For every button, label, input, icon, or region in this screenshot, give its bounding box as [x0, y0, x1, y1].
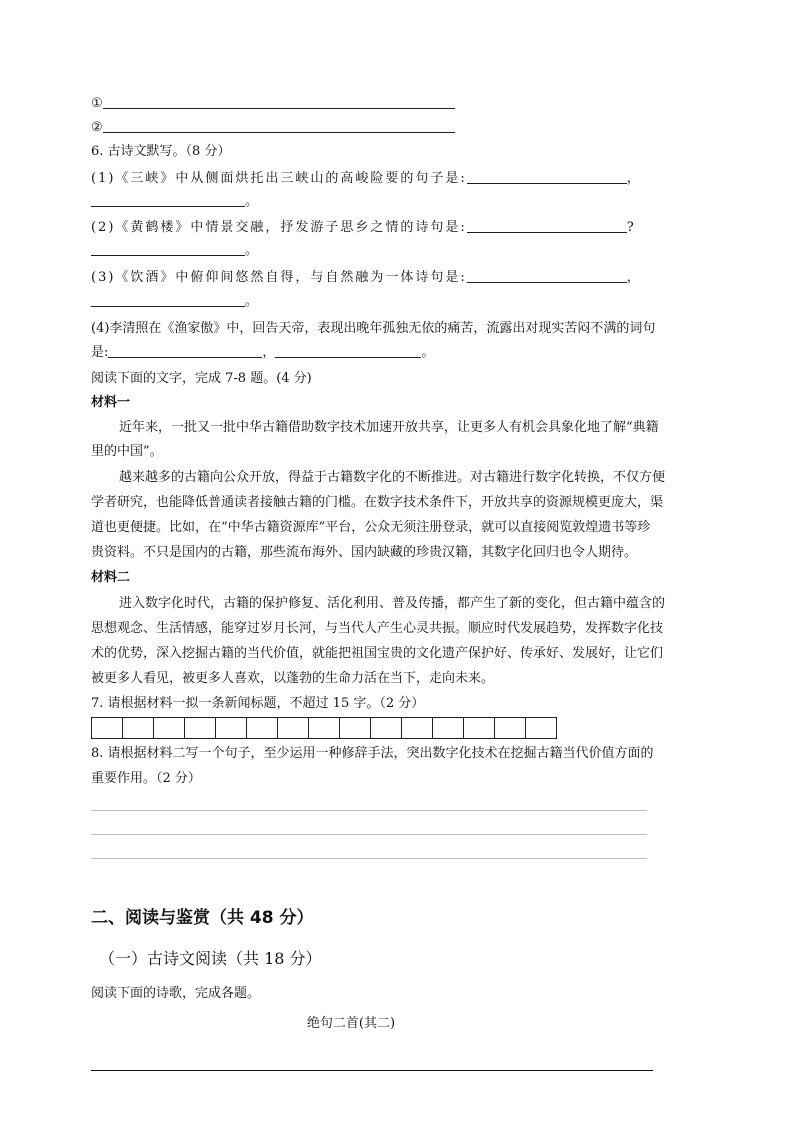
q6-part-3-text: (3)《饮酒》中俯仰间悠然自得，与自然融为一体诗句是:: [91, 270, 467, 285]
q6-part-2: [91, 219, 636, 237]
q7-answer-box[interactable]: [153, 717, 185, 739]
q6-part-4-period: 。: [421, 345, 435, 360]
material-1-para-2-line-2: 学者研究，也能降低普通读者接触古籍的门槛。在数字技术条件下，开放共享的资源规模更庞大，渠: [91, 495, 664, 510]
q7-answer-box[interactable]: [339, 717, 371, 739]
q6-part-3-blank-b[interactable]: [91, 293, 245, 307]
q7-answer-box[interactable]: [308, 717, 340, 739]
page-bottom-rule: [91, 1070, 653, 1071]
q7-answer-box[interactable]: [525, 717, 557, 739]
poem-title: 绝句二首(其二): [306, 1016, 396, 1031]
q6-part-3: [91, 269, 642, 287]
q6-part-4-comma: ，: [262, 345, 276, 360]
q6-part-2-qmark: ?: [626, 220, 636, 235]
q8-prompt-line-2: 重要作用。（2 分）: [91, 771, 201, 786]
q6-part-2-text: (2)《黄鹤楼》中情景交融，抒发游子思乡之情的诗句是:: [91, 220, 467, 235]
q7-answer-box[interactable]: [370, 717, 402, 739]
material-2-para-1-line-2: 思想观念、生活情感，能穿过岁月长河，与当代人产生心灵共振。顺应时代发展趋势，发挥数字化技: [91, 621, 664, 636]
q5-item-1: [91, 95, 455, 113]
q5-item-1-marker: ①: [91, 96, 103, 111]
q6-part-1: [91, 170, 642, 188]
material-1-heading: 材料一: [91, 395, 131, 410]
q7-answer-box[interactable]: [122, 717, 154, 739]
section-2-title: 二、阅读与鉴赏（共 48 分）: [91, 908, 314, 928]
q8-answer-line-3[interactable]: [91, 858, 647, 859]
q7-answer-box[interactable]: [494, 717, 526, 739]
q6-part-2-blank-b[interactable]: [91, 242, 245, 256]
material-1-para-2-line-1: 越来越多的古籍向公众开放，得益于古籍数字化的不断推进。对古籍进行数字化转换，不仅方便: [119, 470, 666, 485]
material-1-para-1-line-2: 里的中国”。: [91, 444, 163, 459]
q6-part-1-cont: [91, 193, 258, 211]
q6-part-2-blank-a[interactable]: [467, 219, 627, 233]
q6-title: 6. 古诗文默写。（8 分）: [91, 144, 231, 159]
q6-part-4-line-1: (4)李清照在《渔家傲》中，回告天帝，表现出晚年孤独无依的痛苦，流露出对现实苦闷不满的词句: [91, 321, 656, 336]
material-2-para-1-line-4: 被更多人看见，被更多人喜欢，以蓬勃的生命力活在当下，走向未来。: [91, 671, 495, 686]
material-1-para-2-line-4: 贵资料。不只是国内的古籍，那些流布海外、国内缺藏的珍贵汉籍，其数字化回归也令人期待。: [91, 545, 638, 560]
q6-part-1-comma: ，: [626, 171, 642, 186]
q7-answer-box[interactable]: [432, 717, 464, 739]
section-2-intro: 阅读下面的诗歌，完成各题。: [91, 986, 261, 1001]
q7-answer-box[interactable]: [401, 717, 433, 739]
q7-answer-box[interactable]: [184, 717, 216, 739]
q5-item-2-marker: ②: [91, 120, 103, 135]
material-2-para-1-line-3: 术的优势，深入挖掘古籍的当代价值，就能把祖国宝贵的文化遗产保护好、传承好、发展好，让它们: [91, 646, 664, 661]
section-2-subtitle: （一）古诗文阅读（共 18 分）: [99, 949, 322, 968]
q7-answer-box[interactable]: [91, 717, 123, 739]
q6-part-2-cont: [91, 242, 258, 260]
q7-answer-grid: [91, 717, 556, 739]
material-2-heading: 材料二: [91, 570, 131, 585]
q6-part-1-blank-b[interactable]: [91, 193, 245, 207]
material-1-para-1-line-1: 近年来，一批又一批中华古籍借助数字技术加速开放共享，让更多人有机会具象化地了解“典籍: [119, 420, 659, 435]
q6-part-3-period: 。: [245, 294, 259, 309]
q6-part-4-line-2: [91, 344, 434, 362]
q6-part-3-cont: [91, 293, 258, 311]
q6-part-4-blank-b[interactable]: [275, 344, 421, 358]
material-1-para-2-line-3: 道也更便捷。比如，在“中华古籍资源库”平台，公众无须注册登录，就可以直接阅览敦煌遗书等珍: [91, 520, 651, 535]
q6-part-3-blank-a[interactable]: [467, 269, 627, 283]
q7-prompt: 7. 请根据材料一拟一条新闻标题，不超过 15 字。（2 分）: [91, 696, 425, 711]
q5-answer-blank-2[interactable]: [103, 119, 455, 133]
q8-answer-line-2[interactable]: [91, 834, 647, 835]
q7-answer-box[interactable]: [246, 717, 278, 739]
q6-part-4-prefix: 是:: [91, 345, 109, 360]
q6-part-2-period: 。: [245, 243, 259, 258]
q6-part-1-text: (1)《三峡》中从侧面烘托出三峡山的高峻险要的句子是:: [91, 171, 467, 186]
q8-prompt-line-1: 8. 请根据材料二写一个句子，至少运用一种修辞手法，突出数字化技术在挖掘古籍当代价值方面的: [91, 746, 654, 761]
q7-answer-box[interactable]: [277, 717, 309, 739]
q5-answer-blank-1[interactable]: [103, 95, 455, 109]
q6-part-4-blank-a[interactable]: [108, 344, 262, 358]
q6-part-1-period: 。: [245, 194, 259, 209]
q6-part-3-comma: ，: [626, 270, 642, 285]
material-2-para-1-line-1: 进入数字化时代，古籍的保护修复、活化利用、普及传播，都产生了新的变化，但古籍中蕴含的: [119, 596, 666, 611]
reading-intro: 阅读下面的文字，完成 7-8 题。(4 分): [91, 371, 312, 386]
q7-answer-box[interactable]: [215, 717, 247, 739]
q6-part-1-blank-a[interactable]: [467, 170, 627, 184]
q8-answer-line-1[interactable]: [91, 810, 647, 811]
q5-item-2: [91, 119, 455, 137]
q7-answer-box[interactable]: [463, 717, 495, 739]
